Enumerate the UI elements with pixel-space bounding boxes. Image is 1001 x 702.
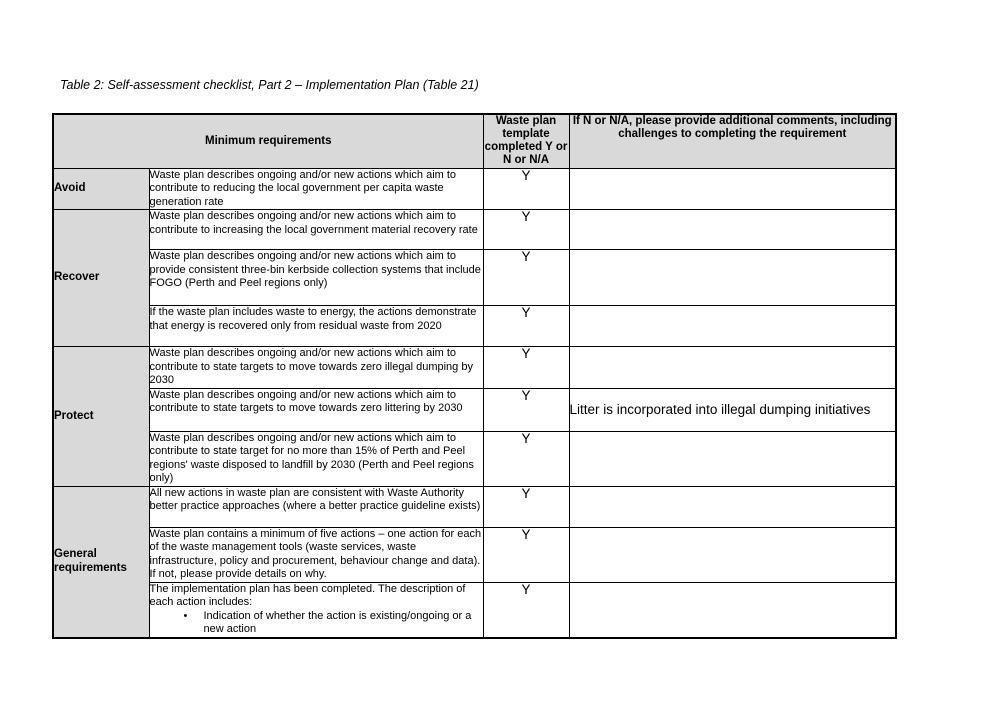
header-minimum-requirements: Minimum requirements (53, 114, 483, 168)
requirement-cell (149, 210, 483, 250)
table-row (53, 431, 896, 486)
table-row (53, 210, 896, 250)
requirement-text: Waste plan describes ongoing and/or new actions which aim to provide consistent three-bin kerbside collection systems that include FOGO (Perth and Peel regions only) (149, 250, 481, 289)
comment-cell (569, 250, 896, 306)
table-row (53, 388, 896, 431)
comment-cell: Litter is incorporated into illegal dumping initiatives (569, 388, 896, 431)
category-cell: Avoid (53, 168, 149, 210)
header-row (53, 114, 896, 168)
table-caption: Table 2: Self-assessment checklist, Part 2 – Implementation Plan (Table 21) (60, 78, 479, 92)
category-cell: Protect (53, 347, 149, 487)
comment-cell (569, 168, 896, 210)
requirement-cell (149, 582, 483, 638)
requirement-cell (149, 388, 483, 431)
comment-cell (569, 306, 896, 347)
requirement-cell (149, 347, 483, 389)
requirement-text: Waste plan describes ongoing and/or new actions which aim to contribute to state targets to move towards zero illegal dumping by 2030 (149, 347, 473, 386)
table-row (53, 347, 896, 389)
completed-cell: Y (483, 347, 569, 389)
requirement-text: Waste plan describes ongoing and/or new actions which aim to contribute to state target for no more than 15% of Perth and Peel regions' waste disposed to landfill by 2030 (Perth and Peel regions only) (149, 431, 474, 484)
table-row (53, 250, 896, 306)
comment-cell (569, 582, 896, 638)
comment-cell (569, 210, 896, 250)
requirement-cell (149, 306, 483, 347)
requirement-text: The implementation plan has been completed. The description of each action includes: (149, 582, 466, 608)
requirement-text: All new actions in waste plan are consistent with Waste Authority better practice approaches (where a better practice guideline exists) (149, 486, 481, 512)
table-header (53, 114, 896, 168)
table-row (53, 306, 896, 347)
requirement-text: Waste plan describes ongoing and/or new actions which aim to contribute to state targets to move towards zero littering by 2030 (149, 388, 463, 414)
bullet-text: Indication of whether the action is existing/ongoing or a new action (203, 609, 472, 635)
comment-cell (569, 486, 896, 527)
requirement-text: If the waste plan includes waste to energy, the actions demonstrate that energy is recovered only from residual waste from 2020 (149, 306, 477, 332)
completed-cell: Y (483, 527, 569, 582)
category-cell: Recover (53, 210, 149, 347)
requirement-text: Waste plan contains a minimum of five actions – one action for each of the waste management tools (waste services, waste infrastructure, policy and procurement, behaviour change and data). If not, please provide details on why. (149, 527, 482, 580)
table-row (53, 527, 896, 582)
completed-cell: Y (483, 250, 569, 306)
completed-cell: Y (483, 168, 569, 210)
completed-cell: Y (483, 306, 569, 347)
requirement-cell (149, 250, 483, 306)
comment-cell (569, 431, 896, 486)
requirement-cell (149, 431, 483, 486)
completed-cell: Y (483, 210, 569, 250)
table-row (53, 486, 896, 527)
header-waste-plan-template-completed: Waste plan template completed Y or N or N/A (484, 115, 568, 167)
completed-cell: Y (483, 388, 569, 431)
table-row (53, 168, 896, 210)
comment-cell (569, 347, 896, 389)
category-cell: General requirements (53, 486, 149, 638)
requirement-text: Waste plan describes ongoing and/or new actions which aim to contribute to reducing the local government per capita waste generation rate (149, 168, 457, 208)
completed-cell: Y (483, 431, 569, 486)
requirement-cell (149, 168, 483, 210)
requirement-cell (149, 527, 483, 582)
requirement-cell (149, 486, 483, 527)
bullet-icon: • (183, 609, 188, 622)
completed-cell: Y (483, 486, 569, 527)
checklist-body (53, 168, 896, 638)
self-assessment-checklist-table (52, 113, 897, 639)
header-additional-comments: If N or N/A, please provide additional comments, including challenges to completing the requirement (569, 114, 896, 168)
table-row (53, 582, 896, 638)
requirement-text: Waste plan describes ongoing and/or new actions which aim to contribute to increasing the local government material recovery rate (149, 210, 478, 236)
completed-cell: Y (483, 582, 569, 638)
bullet-item (150, 610, 483, 637)
comment-cell (569, 527, 896, 582)
